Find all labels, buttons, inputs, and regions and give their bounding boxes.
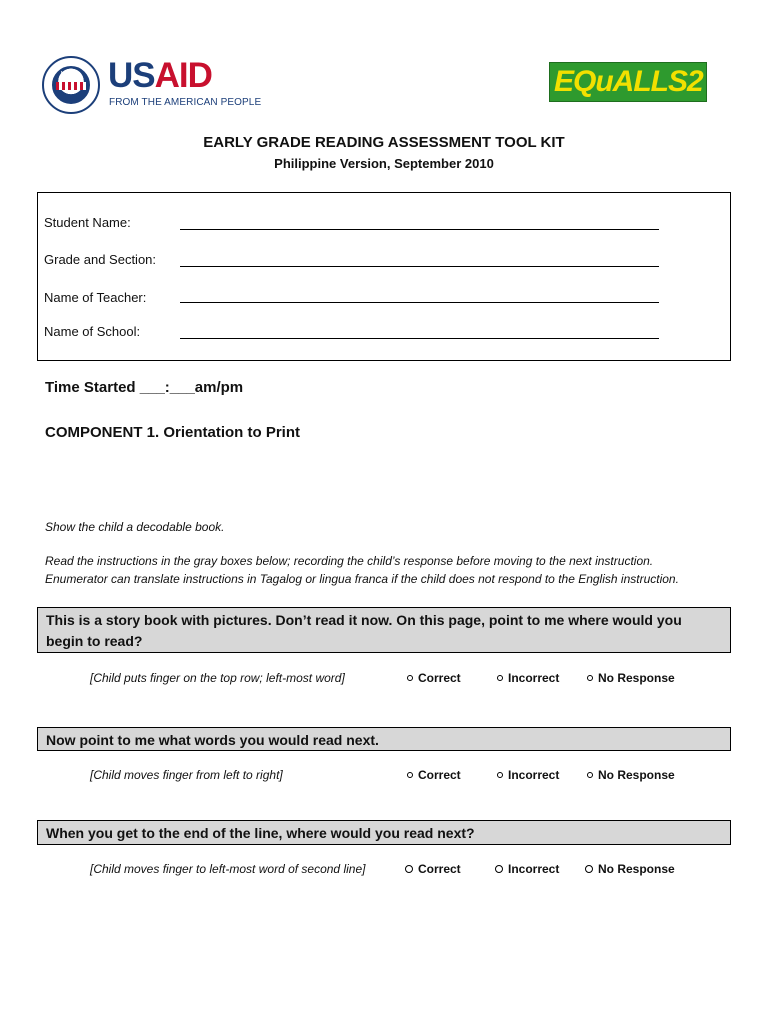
student-name-field[interactable] (180, 229, 659, 230)
question-2-box (37, 727, 731, 751)
question-1-prompt: This is a story book with pictures. Don’t read it now. On this page, point to me where would you begin to read? (46, 612, 682, 649)
radio-icon (497, 772, 503, 778)
usaid-tagline: FROM THE AMERICAN PEOPLE (109, 97, 262, 108)
student-name-label: Student Name: (44, 215, 131, 230)
q1-correct-option[interactable]: Correct (407, 671, 461, 685)
teacher-name-field[interactable] (180, 302, 659, 303)
grade-section-field[interactable] (180, 266, 659, 267)
student-info-box (37, 192, 731, 361)
q3-no-response-option[interactable]: No Response (585, 862, 675, 876)
usaid-logo (42, 54, 262, 116)
question-1-expected: [Child puts finger on the top row; left-most word] (90, 671, 345, 685)
grade-section-label: Grade and Section: (44, 252, 157, 267)
radio-icon (585, 865, 593, 873)
q1-incorrect-option[interactable]: Incorrect (497, 671, 559, 685)
time-started-label: Time Started ___:___am/pm (45, 379, 244, 396)
radio-icon (495, 865, 503, 873)
usaid-seal-icon: USAID (42, 56, 100, 114)
instruction-line-2: Read the instructions in the gray boxes below; recording the child’s response before moving to the next instruction. (45, 554, 654, 568)
usaid-wordmark: USAID (108, 56, 212, 95)
q3-incorrect-option[interactable]: Incorrect (495, 862, 559, 876)
school-name-field[interactable] (180, 338, 659, 339)
question-2-expected: [Child moves finger from left to right] (90, 768, 283, 782)
component-title: COMPONENT 1. Orientation to Print (45, 424, 301, 441)
radio-icon (497, 675, 503, 681)
radio-icon (407, 772, 413, 778)
q3-correct-option[interactable]: Correct (405, 862, 461, 876)
radio-icon (407, 675, 413, 681)
q1-no-response-option[interactable]: No Response (587, 671, 675, 685)
page-title: EARLY GRADE READING ASSESSMENT TOOL KIT (203, 134, 565, 151)
q2-incorrect-option[interactable]: Incorrect (497, 768, 559, 782)
question-3-prompt: When you get to the end of the line, where would you read next? (46, 825, 475, 841)
question-2-prompt: Now point to me what words you would read next. (46, 732, 379, 748)
q2-correct-option[interactable]: Correct (407, 768, 461, 782)
teacher-name-label: Name of Teacher: (44, 290, 147, 305)
q2-no-response-option[interactable]: No Response (587, 768, 675, 782)
question-3-box (37, 820, 731, 845)
instruction-line-3: Enumerator can translate instructions in Tagalog or lingua franca if the child does not respond to the English instruction. (45, 572, 679, 586)
school-name-label: Name of School: (44, 324, 141, 339)
radio-icon (587, 772, 593, 778)
radio-icon (405, 865, 413, 873)
equalls2-logo: EQuALLS2 (549, 62, 707, 102)
instruction-line-1: Show the child a decodable book. (45, 520, 225, 534)
question-1-box (37, 607, 731, 653)
page-subtitle: Philippine Version, September 2010 (274, 156, 494, 171)
radio-icon (587, 675, 593, 681)
question-3-expected: [Child moves finger to left-most word of second line] (90, 862, 366, 876)
